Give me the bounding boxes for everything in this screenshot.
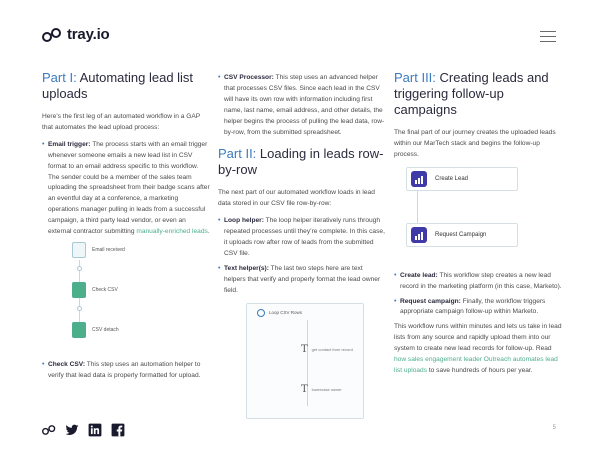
facebook-icon[interactable] <box>111 423 125 437</box>
marketo-icon <box>411 171 427 187</box>
column-part-three <box>394 70 564 383</box>
part-three-outro: This workflow runs within minutes and lets us take in lead lists from any source and rapidly upload them into our system to create new lead records for follow-up. Read how sales engagement leader Outreach automates lead list uploads to save hundreds of hours per year. <box>394 323 562 374</box>
bullet-request-campaign: • Request campaign: Finally, the workflow triggers appropriate campaign follow-up within Marketo. <box>394 297 564 319</box>
loop-step-lowercase-owner: T lowercase owner <box>301 383 342 395</box>
diagram-step-csv-detach: CSV detach <box>72 322 119 338</box>
column-part-two <box>218 73 386 419</box>
diagram-step-request-campaign: Request Campaign <box>406 223 518 247</box>
csv-icon <box>72 322 86 338</box>
manually-enriched-leads-link[interactable]: manually-enriched leads <box>136 228 208 236</box>
social-links <box>42 423 125 437</box>
connector-dot <box>77 266 82 271</box>
workflow-diagram-part-one <box>64 242 164 354</box>
part-one-intro: Here’s the first leg of an automated workflow in a GAP that automates the lead upload process: <box>42 113 201 131</box>
bullet-check-csv: • Check CSV: This step uses an automation helper to verify that lead data is properly formatted for upload. <box>42 360 210 382</box>
csv-icon <box>72 282 86 298</box>
bullet-csv-processor: • CSV Processor: This step uses an advanced helper that processes CSV files. Since each lead in the CSV will have its own row with information including first name, last name, email address, and other details, the helper begins the process of pulling the lead data, row-by-row, from the submitted spreadsheet. <box>218 73 386 138</box>
loop-icon <box>257 309 265 317</box>
tray-logo-icon <box>42 28 62 42</box>
text-helper-icon: T <box>301 343 308 355</box>
part-three-intro: The final part of our journey creates the uploaded leads within our MarTech stack and begins the follow-up process. <box>394 129 556 158</box>
twitter-icon[interactable] <box>65 423 79 437</box>
part-two-heading: Part II: Loading in leads row-by-row <box>218 146 384 178</box>
part-one-heading: Part I: Automating lead list uploads <box>42 70 194 101</box>
text-helper-icon: T <box>301 383 308 395</box>
tray-social-icon[interactable] <box>42 423 56 437</box>
diagram-step-create-lead: Create Lead <box>406 167 518 191</box>
column-part-one <box>42 70 210 386</box>
email-icon <box>72 242 86 258</box>
outreach-case-study-link[interactable]: how sales engagement leader Outreach automates lead list uploads <box>394 356 558 374</box>
bullet-create-lead: • Create lead: This workflow step creates a new lead record in the marketing platform (in this case, Marketo). <box>394 271 564 293</box>
workflow-diagram-part-three <box>406 167 522 259</box>
part-three-heading: Part III: Creating leads and triggering follow-up campaigns <box>394 70 549 117</box>
page-number: 5 <box>552 425 556 431</box>
marketo-icon <box>411 227 427 243</box>
loop-diagram-part-two <box>246 303 364 419</box>
diagram-step-email: Email received <box>72 242 125 258</box>
part-two-intro: The next part of our automated workflow loads in lead data stored in our CSV file row-by-row: <box>218 189 375 208</box>
tray-logo[interactable] <box>42 26 110 43</box>
connector-dot <box>77 306 82 311</box>
loop-csv-rows-node: Loop CSV Rows <box>257 309 302 317</box>
linkedin-icon[interactable] <box>88 423 102 437</box>
bullet-loop-helper: • Loop helper: The loop helper iteratively runs through repeated processes until they’re complete. In this case, it uploads row after row of leads from the submitted CSV file. <box>218 216 386 260</box>
bullet-email-trigger: • Email trigger: The process starts with an email trigger whenever someone emails a new lead list in CSV format to an email address specific to this workflow. The sender could be a member of the sales team uploading the spreadsheet from their badge scans after an eventful day at a conference, a marketing operations manager pulling in leads from a successful campaign, a third party lead vendor, or even an external contractor submitting manually-enriched leads. <box>42 140 210 238</box>
hamburger-menu-icon[interactable] <box>540 31 556 42</box>
bullet-text-helper: • Text helper(s): The last two steps here are text helpers that verify and properly format the lead owner field. <box>218 264 386 297</box>
diagram-step-check-csv: Check CSV <box>72 282 118 298</box>
loop-step-get-contact: T get contact from record <box>301 343 353 355</box>
logo-text: tray.io <box>67 26 110 43</box>
